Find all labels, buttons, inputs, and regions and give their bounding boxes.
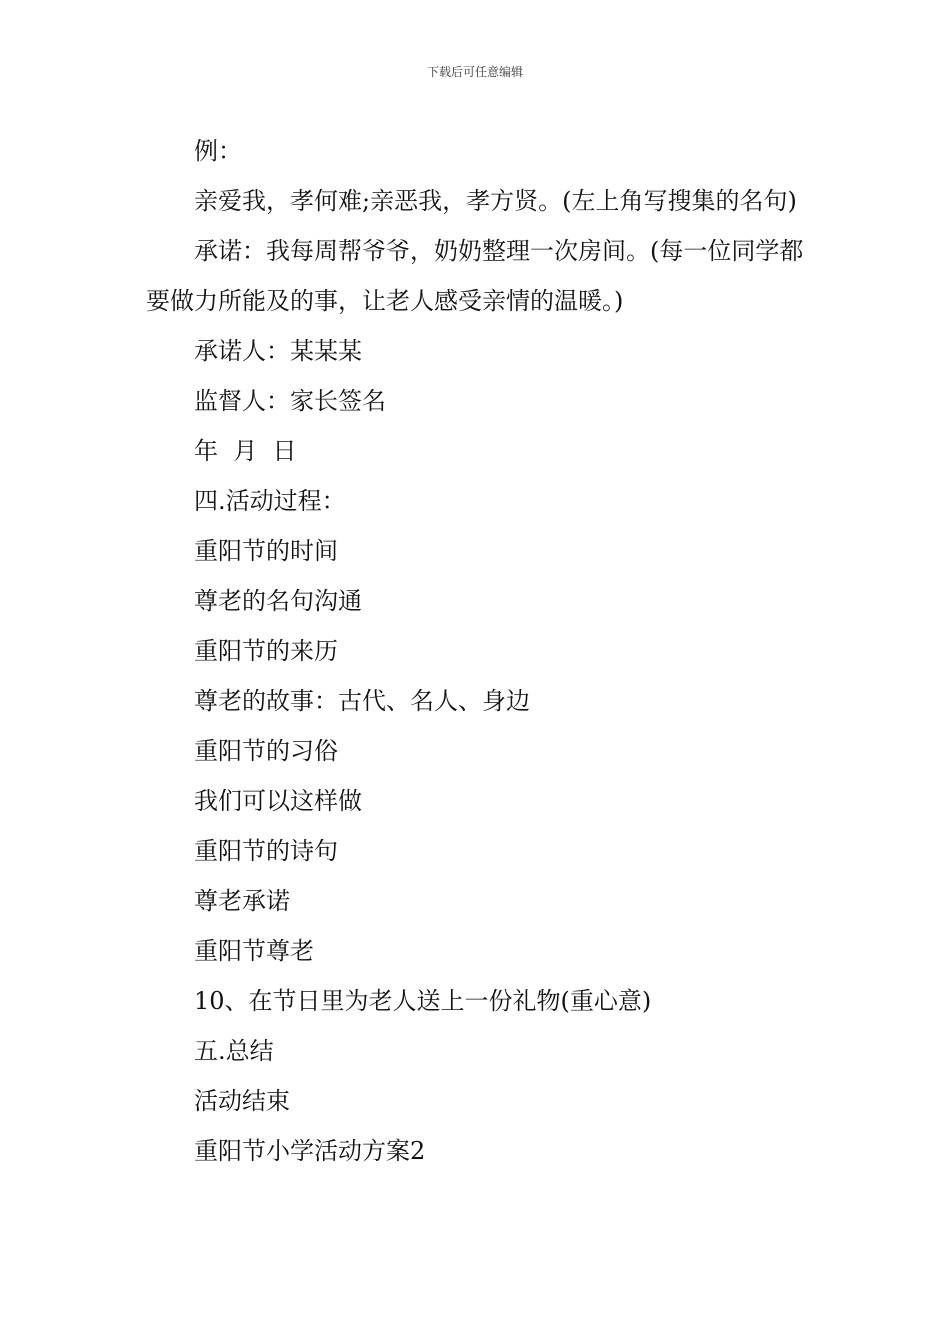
list-item: 我们可以这样做 bbox=[194, 787, 362, 815]
paragraph-promiser: 承诺人：某某某 bbox=[194, 337, 362, 365]
list-item: 尊老的故事：古代、名人、身边 bbox=[194, 687, 530, 715]
list-item: 重阳节的习俗 bbox=[194, 737, 338, 765]
paragraph-supervisor: 监督人：家长签名 bbox=[194, 387, 386, 415]
section-heading-process: 四.活动过程： bbox=[194, 487, 346, 515]
page-header: 下载后可任意编辑 bbox=[426, 65, 523, 79]
paragraph-date: 年 月 日 bbox=[194, 437, 297, 465]
paragraph-example-label: 例： bbox=[194, 137, 242, 165]
list-item: 重阳节的来历 bbox=[194, 637, 338, 665]
list-item: 重阳节尊老 bbox=[194, 937, 314, 965]
section-heading-plan-2: 重阳节小学活动方案2 bbox=[194, 1137, 426, 1165]
paragraph-end: 活动结束 bbox=[194, 1087, 290, 1115]
list-item: 尊老的名句沟通 bbox=[194, 587, 362, 615]
paragraph-quote: 亲爱我，孝何难;亲恶我，孝方贤。(左上角写搜集的名句) bbox=[194, 187, 797, 215]
list-item: 尊老承诺 bbox=[194, 887, 290, 915]
list-item: 重阳节的诗句 bbox=[194, 837, 338, 865]
list-item: 10、在节日里为老人送上一份礼物(重心意) bbox=[194, 987, 652, 1015]
section-heading-summary: 五.总结 bbox=[194, 1037, 274, 1065]
list-item: 重阳节的时间 bbox=[194, 537, 338, 565]
document-body bbox=[146, 126, 810, 1176]
paragraph-promise: 承诺：我每周帮爷爷，奶奶整理一次房间。(每一位同学都要做力所能及的事，让老人感受亲情的温暖。) bbox=[146, 237, 804, 315]
